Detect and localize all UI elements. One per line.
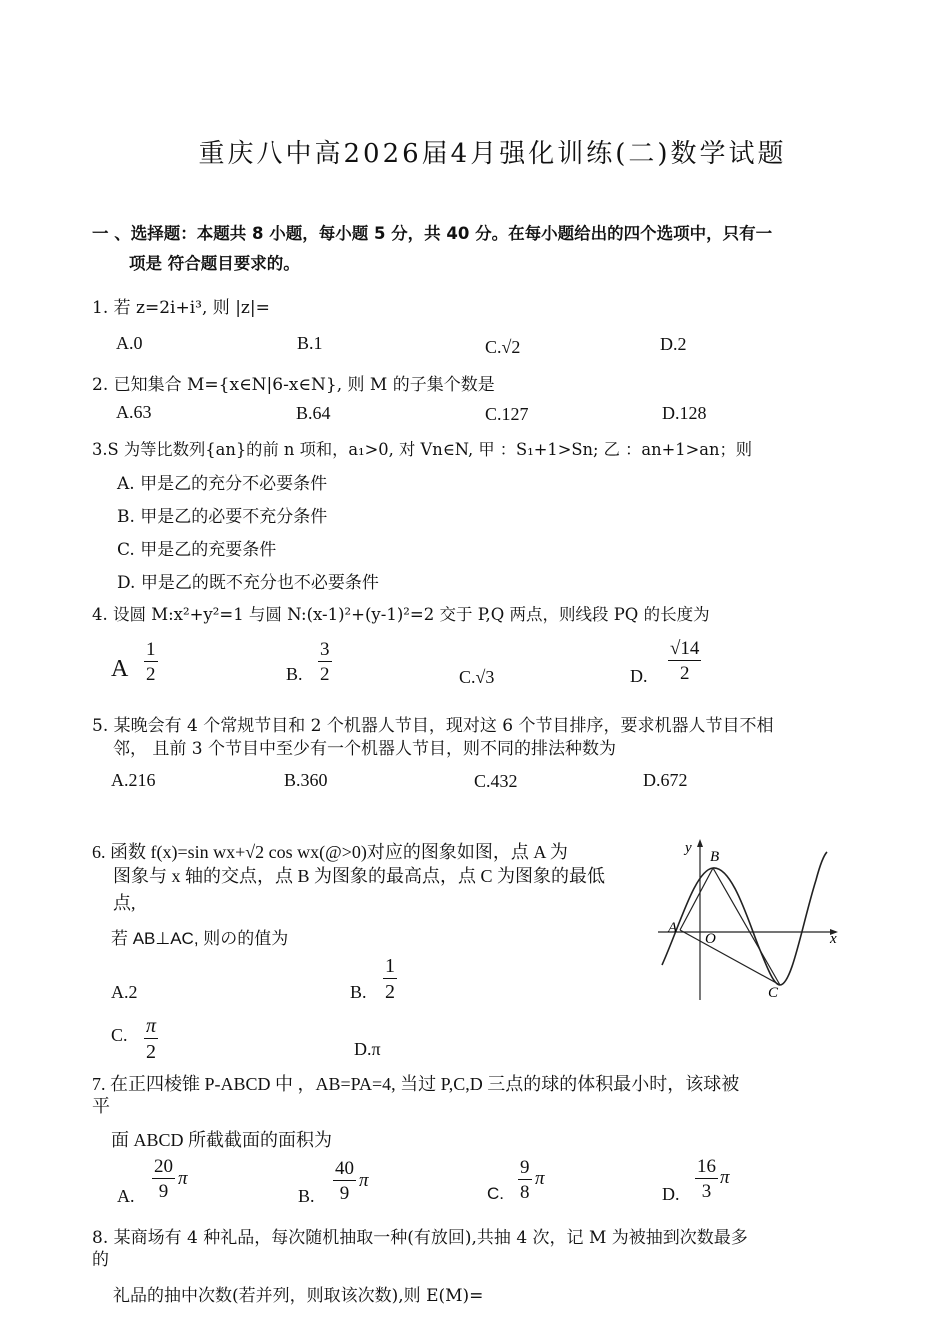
q4-d-denominator: 2 <box>679 663 690 684</box>
q7-option-c-label: C. <box>487 1184 504 1203</box>
q2-option-a: A.63 <box>116 402 152 422</box>
q4-a-denominator: 2 <box>146 664 156 685</box>
q4-option-a-label: A <box>111 656 129 682</box>
q4-option-c: C.√3 <box>459 667 495 687</box>
q7-d-pi: π <box>720 1167 730 1188</box>
q2-stem: 2. 已知集合 M={x∈N|6-x∈N}, 则 M 的子集个数是 <box>92 375 495 395</box>
q5-option-a: A.216 <box>111 770 156 790</box>
q5-option-c: C.432 <box>474 771 518 791</box>
q7-c-denominator: 8 <box>520 1182 530 1203</box>
q6-option-b-fraction <box>383 956 397 1002</box>
q7-option-d-fraction <box>695 1157 718 1201</box>
q6-option-b-label: B. <box>350 982 367 1002</box>
q7-option-b-fraction <box>333 1159 356 1203</box>
x-axis-label: x <box>830 931 837 947</box>
q4-b-denominator: 2 <box>320 664 330 685</box>
q7-b-numerator: 40 <box>335 1158 354 1179</box>
q7-b-pi: π <box>359 1170 369 1191</box>
segment-ab <box>680 868 713 930</box>
q7-a-numerator: 20 <box>154 1156 173 1177</box>
q6-option-c-fraction <box>144 1016 158 1062</box>
q8-stem-line2: 礼品的抽中次数(若并列，则取该次数),则 E(M)= <box>113 1286 484 1306</box>
segment-bc <box>713 868 780 985</box>
q5-stem-cont: 邻， 且前 3 个节目中至少有一个机器人节目，则不同的排法种数为 <box>113 739 617 759</box>
q7-option-d-label: D. <box>662 1184 680 1204</box>
origin-label: O <box>705 931 716 947</box>
q7-c-numerator: 9 <box>520 1157 530 1178</box>
q1-option-a: A.0 <box>116 333 143 353</box>
point-c-label: C <box>768 985 779 1001</box>
q6-stem: 6. 函数 f(x)=sin wx+√2 cos wx(@>0)对应的图象如图，点 A 为 <box>92 842 568 862</box>
q6-stem-line3: 点, <box>113 893 136 913</box>
q7-stem-line2: 面 ABCD 所截截面的面积为 <box>111 1130 333 1150</box>
q6-function-graph <box>650 830 850 1005</box>
section-header-cont: 项是 符合题目要求的。 <box>129 254 300 273</box>
q4-b-numerator: 3 <box>320 639 330 660</box>
q4-stem: 4. 设圆 M:x²+y²=1 与圆 N:(x-1)²+(y-1)²=2 交于 P,Q 两点，则线段 PQ 的长度为 <box>92 605 710 624</box>
q6-b-denominator: 2 <box>385 981 395 1003</box>
q2-option-c: C.127 <box>485 404 529 424</box>
q7-option-a-label: A. <box>117 1186 135 1206</box>
section-header: 一 、选择题：本题共 8 小题，每小题 5 分，共 40 分。在每小题给出的四个选项中，只有一 <box>92 224 773 243</box>
q4-option-d-fraction <box>668 639 701 683</box>
q4-option-b-label: B. <box>286 664 303 684</box>
q6-b-numerator: 1 <box>385 955 395 977</box>
q4-d-numerator: √14 <box>670 638 700 659</box>
q8-stem: 8. 某商场有 4 种礼品，每次随机抽取一种(有放回),共抽 4 次，记 M 为被抽到次数最多 <box>92 1228 748 1248</box>
q1-stem: 1. 若 z=2i+i³, 则 |z|= <box>92 298 270 318</box>
q6-c-numerator: π <box>146 1015 157 1037</box>
point-a-label: A <box>668 920 678 936</box>
q7-a-pi: π <box>178 1168 188 1189</box>
q6-option-a: A.2 <box>111 982 138 1002</box>
q2-option-d: D.128 <box>662 403 707 423</box>
q6-c-denominator: 2 <box>146 1041 157 1063</box>
q3-stem: 3.S 为等比数列{an}的前 n 项和，a₁>0, 对 Vn∈N, 甲 ：S₁+1>Sn; 乙 ：an+1>an；则 <box>92 440 753 459</box>
page-title: 重庆八中高2026届4月强化训练(二)数学试题 <box>198 139 787 169</box>
q7-option-b-label: B. <box>298 1186 315 1206</box>
q5-option-b: B.360 <box>284 770 328 790</box>
q6-option-c-label: C. <box>111 1025 128 1045</box>
q7-a-denominator: 9 <box>158 1181 169 1202</box>
q7-d-denominator: 3 <box>701 1181 712 1202</box>
q7-d-numerator: 16 <box>697 1156 716 1177</box>
q5-option-d: D.672 <box>643 770 688 790</box>
q6-stem-line4: 若 AB⊥AC, 则の的值为 <box>111 929 289 948</box>
point-b-label: B <box>710 849 720 865</box>
q3-option-b: B. 甲是乙的必要不充分条件 <box>117 507 328 527</box>
q6-stem-line2: 图象与 x 轴的交点，点 B 为图象的最高点，点 C 为图象的最低 <box>113 866 606 886</box>
q1-option-c: C.√2 <box>485 337 521 357</box>
q7-b-denominator: 9 <box>339 1183 350 1204</box>
segment-ac <box>680 930 780 985</box>
q7-option-a-fraction <box>152 1157 175 1201</box>
y-axis-label: y <box>685 840 692 856</box>
q7-stem: 7. 在正四棱锥 P-ABCD 中 ，AB=PA=4, 当过 P,C,D 三点的球的体积最小时，该球被 <box>92 1074 740 1094</box>
q4-option-b-fraction <box>318 640 332 684</box>
q4-a-numerator: 1 <box>146 639 156 660</box>
q7-option-c-fraction <box>518 1158 532 1202</box>
q3-option-d: D. 甲是乙的既不充分也不必要条件 <box>117 573 379 593</box>
q5-stem: 5. 某晚会有 4 个常规节目和 2 个机器人节目，现对这 6 个节目排序，要求机器人节目不相 <box>92 716 774 736</box>
q1-option-d: D.2 <box>660 334 687 354</box>
q4-option-d-label: D. <box>630 666 648 686</box>
q7-c-pi: π <box>535 1168 545 1189</box>
q6-option-d: D.π <box>354 1039 381 1059</box>
q4-option-a-fraction <box>144 640 158 684</box>
q2-option-b: B.64 <box>296 403 331 423</box>
q7-stem-wrap: 平 <box>92 1096 110 1116</box>
q1-option-b: B.1 <box>297 333 323 353</box>
q8-stem-wrap: 的 <box>92 1250 109 1270</box>
q3-option-a: A. 甲是乙的充分不必要条件 <box>117 474 328 494</box>
q3-option-c: C. 甲是乙的充要条件 <box>117 540 277 560</box>
y-axis-arrow-icon <box>697 839 703 847</box>
